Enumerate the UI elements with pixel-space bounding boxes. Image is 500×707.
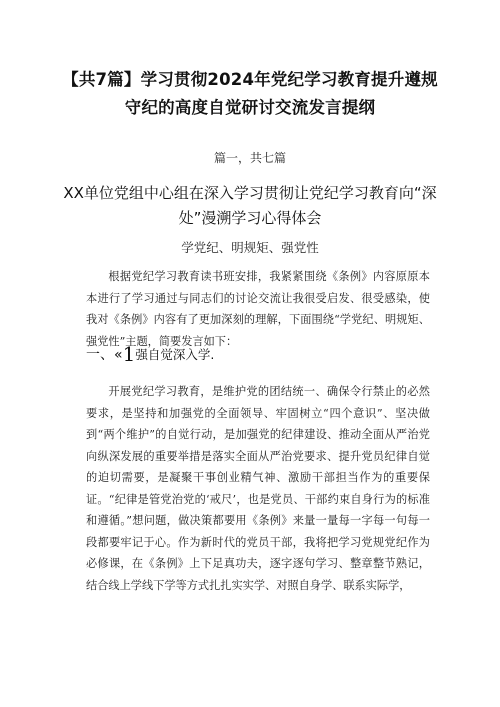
document-title: 【共7篇】学习贯彻2024年党纪学习教育提升遵规守纪的高度自觉研讨交流发言提纲 xyxy=(62,70,438,117)
section-heading-1 xyxy=(86,342,214,367)
article-title: XX单位党组中心组在深入学习贯彻让党纪学习教育向“深处”漫溯学习心得体会 xyxy=(63,184,437,227)
intro-paragraph: 根据党纪学习教育读书班安排，我紧紧围绕《条例》内容原原本本进行了学习通过与同志们的讨论交流让我很受启发、很受感染，使我对《条例》内容有了更加深刻的理解，下面围绕“学党纪、明规矩、强党性”主题，简要发言如下： xyxy=(86,270,430,348)
heading-prefix: 一、« xyxy=(86,347,123,363)
section-label: 篇一，共七篇 xyxy=(213,151,286,165)
heading-number: 1 xyxy=(122,342,136,366)
body-paragraph: 开展党纪学习教育，是维护党的团结统一、确保令行禁止的必然要求，是坚持和加强党的全面领导、牢固树立“四个意识”、坚决做到“两个维护”的自觉行动，是加强党的纪律建设、推动全面从严治党向纵深发展的重要举措是落实全面从严治党要求、提升党员纪律自觉的迫切需要，是凝聚干事创业精气神、激励干部担当作为的重要保证。“纪律是管党治党的‘戒尺’，也是党员、干部约束自身行为的标准和遵循。”想问题，做决策都要用《条例》来量一量每一字每一句每一段都要牢记于心。作为新时代的党员干部，我将把学习党规党纪作为必修课，在《条例》上下足真功夫，逐字逐句学习、整章整节熟记，结合线上学线下学等方式扎扎实实学、对照自身学、联系实际学， xyxy=(86,385,430,592)
article-subtitle: 学党纪、明规矩、强党性 xyxy=(181,240,319,255)
heading-text: 强自觉深入学. xyxy=(135,347,215,362)
